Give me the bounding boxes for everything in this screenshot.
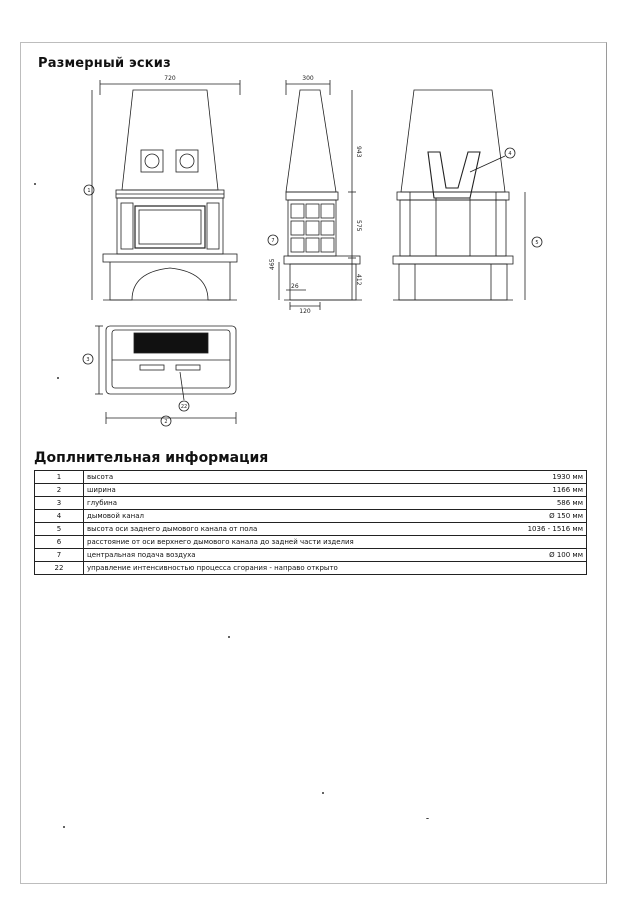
side-view [279, 80, 362, 310]
section-view [393, 90, 525, 300]
top-view [95, 326, 236, 424]
row-number: 1 [35, 471, 84, 484]
row-description: высота [84, 471, 501, 484]
row-description: дымовой канал [84, 510, 501, 523]
row-value [500, 536, 587, 549]
row-number: 7 [35, 549, 84, 562]
scan-speck [426, 818, 429, 819]
callout-3: 3 [86, 357, 90, 363]
table-row [35, 484, 587, 497]
row-value: 1930 мм [500, 471, 587, 484]
row-value: 1036 - 1516 мм [500, 523, 587, 536]
row-description: управление интенсивностью процесса сгорания - направо открыто [84, 562, 501, 575]
info-section-title: Доплнительная информация [34, 450, 269, 466]
table-row [35, 523, 587, 536]
dim-575: 575 [355, 220, 362, 232]
callout-5: 5 [535, 240, 539, 246]
table-row [35, 497, 587, 510]
dim-front-width: 720 [164, 75, 176, 82]
row-value [500, 562, 587, 575]
row-description: центральная подача воздуха [84, 549, 501, 562]
row-number: 6 [35, 536, 84, 549]
row-number: 3 [35, 497, 84, 510]
table-row [35, 510, 587, 523]
row-value: 1166 мм [500, 484, 587, 497]
row-value: 586 мм [500, 497, 587, 510]
scan-speck [322, 792, 324, 794]
row-description: глубина [84, 497, 501, 510]
table-row [35, 471, 587, 484]
dimension-drawings [0, 0, 637, 440]
callout-4: 4 [508, 151, 512, 157]
row-number: 22 [35, 562, 84, 575]
row-description: ширина [84, 484, 501, 497]
table-row [35, 562, 587, 575]
front-view [92, 80, 240, 300]
callout-22: 22 [180, 404, 188, 410]
row-number: 4 [35, 510, 84, 523]
callout-7: 7 [271, 238, 275, 244]
table-row [35, 549, 587, 562]
callout-2: 2 [164, 419, 168, 425]
scan-speck [228, 636, 230, 638]
callout-1: 1 [87, 188, 91, 194]
page-title: Размерный эскиз [38, 56, 171, 71]
table-row [35, 536, 587, 549]
row-number: 2 [35, 484, 84, 497]
row-description: расстояние от оси верхнего дымового канала до задней части изделия [84, 536, 501, 549]
scan-speck [63, 826, 65, 828]
dim-465: 465 [269, 258, 276, 270]
row-value: Ø 100 мм [500, 549, 587, 562]
dim-943: 943 [355, 146, 362, 158]
scan-speck [57, 377, 59, 379]
row-number: 5 [35, 523, 84, 536]
row-value: Ø 150 мм [500, 510, 587, 523]
dim-26: 26 [291, 283, 299, 290]
dim-side-depth: 300 [302, 75, 314, 82]
dim-120: 120 [299, 308, 311, 315]
dim-412: 412 [355, 274, 362, 286]
row-description: высота оси заднего дымового канала от пола [84, 523, 501, 536]
scan-speck [34, 183, 36, 185]
info-table [34, 470, 587, 575]
